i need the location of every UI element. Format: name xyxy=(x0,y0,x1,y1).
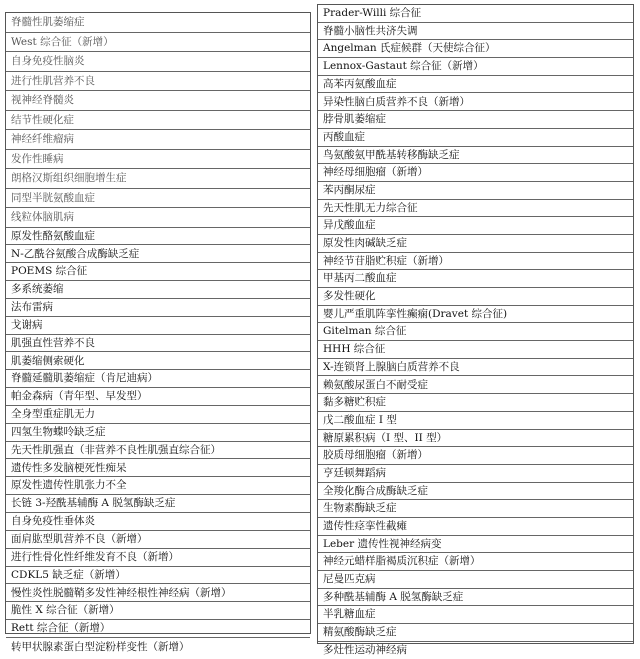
disease-list-item: 脖骨肌萎缩症 xyxy=(318,111,633,129)
disease-list-item: Prader-Willi 综合征 xyxy=(318,5,633,23)
disease-list-item: 原发性肉碱缺乏症 xyxy=(318,235,633,253)
disease-list-item: 发作性睡病 xyxy=(6,150,310,170)
disease-list-item: 多灶性运动神经病 xyxy=(323,644,407,657)
disease-list-item: 遗传性多发脑梗死性痴呆 xyxy=(6,459,310,477)
disease-list-item: 异戊酸血症 xyxy=(318,217,633,235)
disease-list-item: 自身免疫性垂体炎 xyxy=(6,513,310,531)
disease-list-item: Leber 遗传性视神经病变 xyxy=(318,536,633,554)
disease-list-item: 神经元蜡样脂褐质沉积症（新增） xyxy=(318,553,633,571)
disease-list-item: 脊髓性肌萎缩症 xyxy=(6,13,310,33)
disease-list-item: 原发性遗传性肌张力不全 xyxy=(6,477,310,495)
disease-list-item: 丙酸血症 xyxy=(318,129,633,147)
disease-list-item: HHH 综合征 xyxy=(318,341,633,359)
disease-list-item: 戈谢病 xyxy=(6,317,310,335)
disease-list-item: 甲基丙二酸血症 xyxy=(318,270,633,288)
disease-list-item: 遗传性痉挛性截瘫 xyxy=(318,518,633,536)
disease-list-item: 多发性硬化 xyxy=(318,288,633,306)
disease-list-item: 全身型重症肌无力 xyxy=(6,406,310,424)
disease-list-item: 肌萎缩侧索硬化 xyxy=(6,352,310,370)
disease-list-item: 异染性脑白质营养不良（新增） xyxy=(318,93,633,111)
disease-list-item: 面肩肱型肌营养不良（新增） xyxy=(6,531,310,549)
disease-list-item: 脊髓延髓肌萎缩症（肯尼迪病） xyxy=(6,370,310,388)
disease-list-item: 戊二酸血症 I 型 xyxy=(318,412,633,430)
disease-list-item: 多种酰基辅酶 A 脱氢酶缺乏症 xyxy=(318,589,633,607)
disease-list-item: 尼曼匹克病 xyxy=(318,571,633,589)
disease-list-item: 肌强直性营养不良 xyxy=(6,335,310,353)
disease-list-item: 脆性 X 综合征（新增） xyxy=(6,602,310,620)
disease-list-item: 赖氨酸尿蛋白不耐受症 xyxy=(318,376,633,394)
disease-list-item: 生物素酶缺乏症 xyxy=(318,500,633,518)
disease-list-item: Rett 综合征（新增） xyxy=(6,620,310,638)
disease-list-item: 自身免疫性脑炎 xyxy=(6,52,310,72)
disease-list-item: 半乳糖血症 xyxy=(318,606,633,624)
disease-list-item: 黏多糖贮积症 xyxy=(318,394,633,412)
disease-list-item: 转甲状腺素蛋白型淀粉样变性（新增） xyxy=(11,640,190,653)
disease-list-item: Angelman 氏症候群（天使综合征） xyxy=(318,40,633,58)
disease-list-item: 神经纤维瘤病 xyxy=(6,130,310,150)
disease-list-item: 同型半胱氨酸血症 xyxy=(6,189,310,209)
disease-list-item: 多系统萎缩 xyxy=(6,281,310,299)
disease-list-item: POEMS 综合征 xyxy=(6,263,310,281)
disease-list-item: 慢性炎性脱髓鞘多发性神经根性神经病（新增） xyxy=(6,584,310,602)
disease-list-item: 四氢生物蝶呤缺乏症 xyxy=(6,424,310,442)
disease-list-item: 鸟氨酸氨甲酰基转移酶缺乏症 xyxy=(318,147,633,165)
disease-list-item: 进行性肌营养不良 xyxy=(6,72,310,92)
disease-list-item: 结节性硬化症 xyxy=(6,111,310,131)
disease-list-item: 胶质母细胞瘤（新增） xyxy=(318,447,633,465)
disease-list-item: 脊髓小脑性共济失调 xyxy=(318,23,633,41)
disease-list-item: 神经母细胞瘤（新增） xyxy=(318,164,633,182)
disease-list-item: 原发性酪氨酸血症 xyxy=(6,228,310,246)
disease-list-item: 糖原累积病（I 型、II 型） xyxy=(318,430,633,448)
disease-list-item: 朗格汉斯组织细胞增生症 xyxy=(6,169,310,189)
disease-list-item: 高苯丙氨酸血症 xyxy=(318,76,633,94)
disease-list-item: 苯丙酮尿症 xyxy=(318,182,633,200)
disease-list-item: X-连锁肾上腺脑白质营养不良 xyxy=(318,359,633,377)
disease-list-item: 帕金森病（青年型、早发型） xyxy=(6,388,310,406)
disease-list-item: 先天性肌强直（非营养不良性肌强直综合征） xyxy=(6,442,310,460)
left-disease-column xyxy=(5,12,311,653)
right-disease-column xyxy=(317,4,634,657)
disease-list-item: 精氨酸酶缺乏症 xyxy=(318,624,633,642)
disease-list-item: 婴儿严重肌阵挛性癫痫(Dravet 综合征) xyxy=(318,306,633,324)
disease-list-item: 线粒体脑肌病 xyxy=(6,208,310,228)
disease-list-item: CDKL5 缺乏症（新增） xyxy=(6,567,310,585)
disease-list-item: 视神经脊髓炎 xyxy=(6,91,310,111)
disease-list-item: Lennox-Gastaut 综合征（新增） xyxy=(318,58,633,76)
disease-list-item: West 综合征（新增） xyxy=(6,33,310,53)
disease-list-item: N-乙酰谷氨酸合成酶缺乏症 xyxy=(6,245,310,263)
disease-list-item: 全羧化酶合成酶缺乏症 xyxy=(318,483,633,501)
disease-list-item: 法布雷病 xyxy=(6,299,310,317)
disease-list-item: 神经节苷脂贮积症（新增） xyxy=(318,253,633,271)
disease-list-item: 进行性骨化性纤维发育不良（新增） xyxy=(6,549,310,567)
disease-list-item: 长链 3-羟酰基辅酶 A 脱氢酶缺乏症 xyxy=(6,495,310,513)
disease-list-item: Gitelman 综合征 xyxy=(318,323,633,341)
disease-list-item: 亨廷顿舞蹈病 xyxy=(318,465,633,483)
disease-list-item: 先天性肌无力综合征 xyxy=(318,200,633,218)
